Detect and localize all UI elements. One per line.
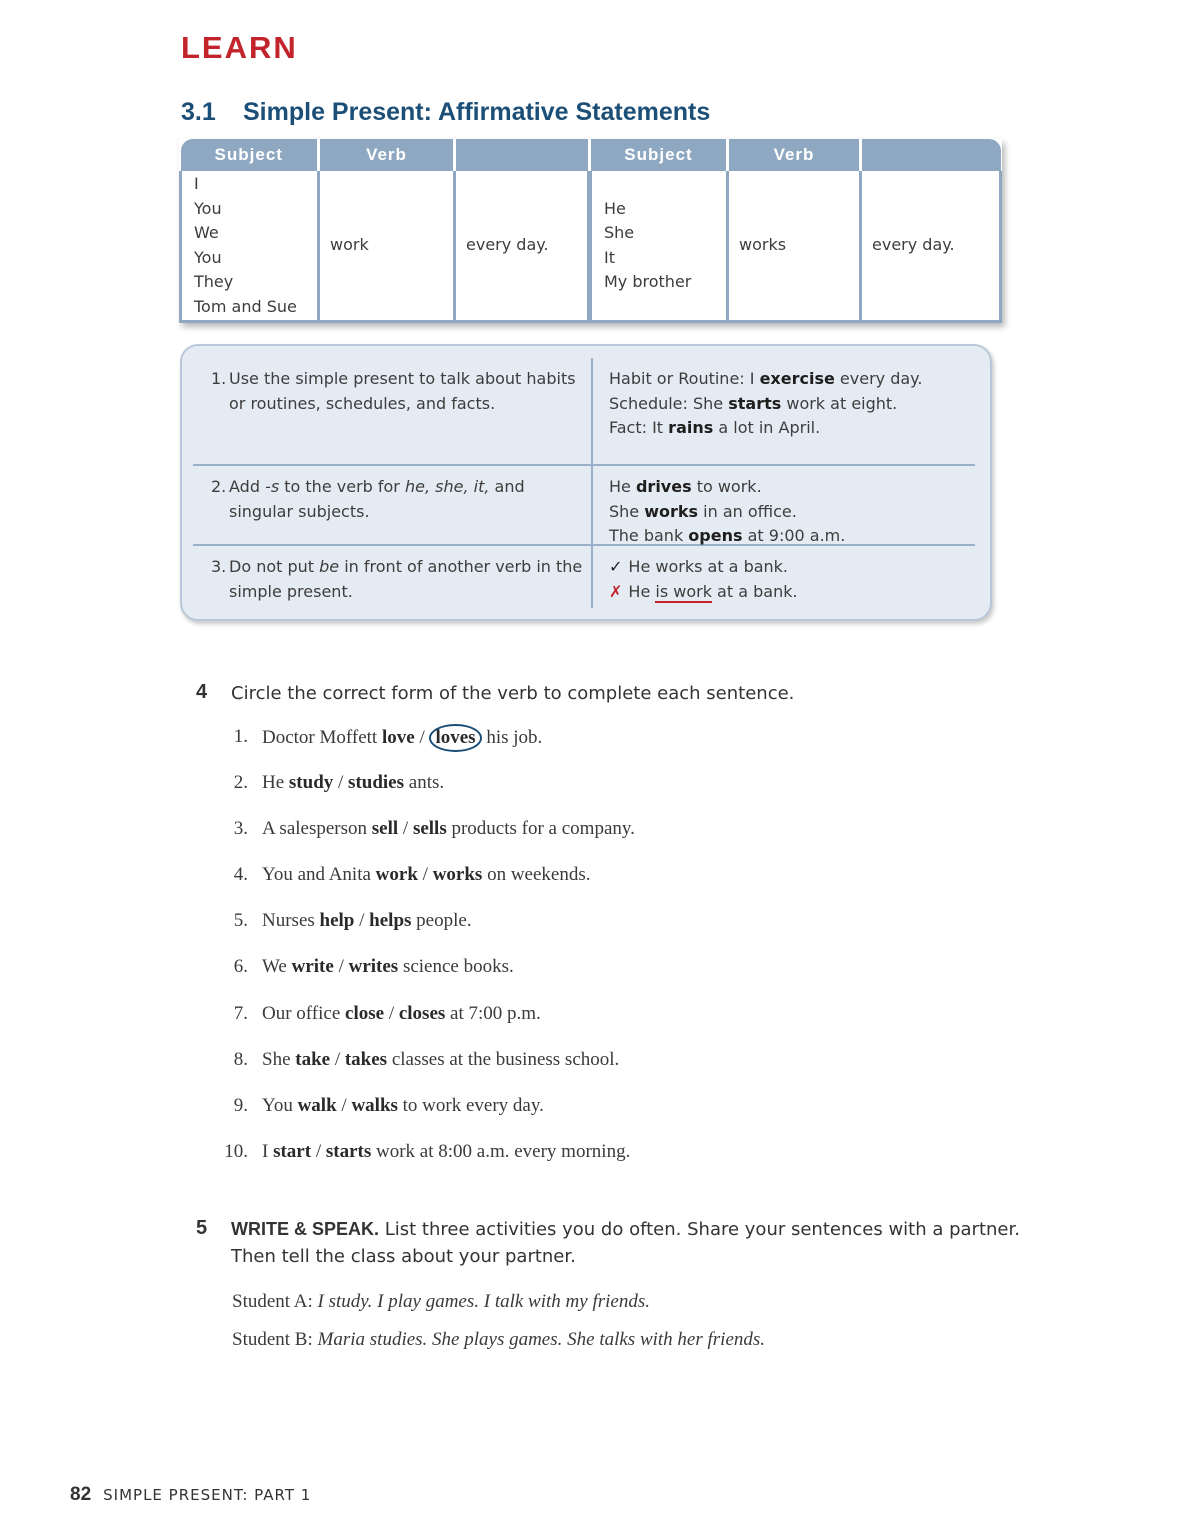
header-blank (455, 139, 590, 171)
exercise-instruction: Circle the correct form of the verb to complete each sentence. (231, 683, 795, 704)
subject: They (194, 272, 234, 291)
option-2[interactable]: works (432, 864, 483, 886)
option-2[interactable]: writes (348, 956, 399, 978)
rule-row-3 (193, 546, 975, 608)
item-sentence: A salesperson sell / sells products for a company. (262, 818, 635, 840)
rule-text (211, 367, 591, 416)
item-sentence: She take / takes classes at the business school. (262, 1048, 620, 1070)
rule-number: 2. (211, 477, 227, 496)
section-label: LEARN (181, 30, 298, 65)
subject: He (604, 198, 626, 218)
option-1[interactable]: write (291, 956, 334, 978)
option-1[interactable]: close (345, 1002, 385, 1024)
rule-text: 3. Do not put be in front of another verb in the simple present. (211, 557, 583, 601)
subjects-singular (590, 171, 728, 322)
option-2[interactable]: takes (344, 1048, 388, 1070)
example: Habit or Routine: I exercise every day. (609, 369, 923, 388)
grammar-chart-row (181, 171, 1001, 322)
item-number: 6. (233, 956, 248, 978)
item-number: 4. (233, 864, 248, 886)
check-icon: ✓ (609, 557, 623, 576)
subject: Tom and Sue (194, 296, 297, 316)
rule-examples (609, 367, 969, 441)
exercise-item (220, 1141, 920, 1187)
option-1[interactable]: start (273, 1140, 312, 1162)
verb-base: work (319, 171, 455, 322)
student-a-line: Student A: I study. I play games. I talk with my friends. (232, 1291, 650, 1312)
item-sentence: I start / starts work at 8:00 a.m. every morning. (262, 1140, 631, 1162)
exercise-instruction: WRITE & SPEAK. List three activities you do often. Share your sentences with a partner. Then tell the class about your partner. (231, 1219, 1020, 1267)
rule-description: Use the simple present to talk about habits or routines, schedules, and facts. (229, 369, 576, 413)
option-1[interactable]: take (295, 1048, 331, 1070)
item-number: 10. (224, 1140, 248, 1162)
header-subject: Subject (181, 139, 319, 171)
option-2[interactable]: loves (429, 724, 481, 752)
rules-box (180, 344, 992, 621)
subject: She (604, 223, 635, 242)
page-number: 82 (70, 1484, 92, 1505)
example: She works in an office. (609, 501, 797, 521)
cross-icon: ✗ (609, 581, 623, 601)
rest-of-sentence: every day. (861, 171, 1001, 322)
grammar-chart-header (181, 139, 1001, 171)
rule-text: 2. Add -s to the verb for he, she, it, and singular subjects. (211, 477, 525, 521)
subject: It (604, 247, 615, 267)
option-1[interactable]: help (319, 910, 355, 932)
exercise-item (220, 1095, 920, 1141)
item-sentence: Nurses help / helps people. (262, 910, 472, 932)
rule-row-1 (193, 358, 975, 466)
exercise-item (220, 726, 920, 772)
page-footer (70, 1484, 311, 1506)
rule-row-2 (193, 466, 975, 546)
option-1[interactable]: study (288, 772, 334, 794)
exercise-item (220, 956, 920, 1002)
item-sentence: Doctor Moffett love / loves his job. (262, 726, 542, 752)
item-number: 3. (233, 818, 248, 840)
exercise-item (220, 1049, 920, 1095)
subjects-plural (181, 171, 319, 322)
rest-of-sentence: every day. (455, 171, 590, 322)
chart-number: 3.1 (181, 98, 216, 126)
item-number: 9. (233, 1094, 248, 1116)
header-verb: Verb (728, 139, 861, 171)
option-2[interactable]: helps (369, 910, 412, 932)
item-number: 1. (233, 726, 248, 747)
subject: My brother (604, 272, 692, 291)
header-blank (861, 139, 1001, 171)
option-2[interactable]: walks (351, 1094, 398, 1116)
exercise-number: 5 (196, 1217, 208, 1239)
subject: I (194, 174, 199, 193)
exercise-label: WRITE & SPEAK. (231, 1219, 380, 1239)
option-1[interactable]: sell (371, 818, 399, 840)
chart-title-text: Simple Present: Affirmative Statements (243, 98, 711, 126)
option-1[interactable]: walk (297, 1094, 337, 1116)
example: Schedule: She starts work at eight. (609, 393, 898, 413)
incorrect-example: ✗ He is work at a bank. (609, 581, 798, 601)
rule-examples (609, 555, 969, 604)
correct-example: ✓ He works at a bank. (609, 557, 789, 576)
subject: You (194, 198, 222, 218)
exercise-item (220, 772, 920, 818)
option-2[interactable]: closes (398, 1002, 446, 1024)
student-b-line: Student B: Maria studies. She plays games. She talks with her friends. (232, 1329, 766, 1350)
item-sentence: Our office close / closes at 7:00 p.m. (262, 1002, 541, 1024)
item-number: 7. (233, 1002, 248, 1024)
example: The bank opens at 9:00 a.m. (609, 526, 846, 545)
item-sentence: You walk / walks to work every day. (262, 1094, 544, 1116)
example: He drives to work. (609, 477, 762, 496)
grammar-chart (179, 139, 1002, 323)
option-2[interactable]: sells (412, 818, 447, 840)
subject: You (194, 247, 222, 267)
option-1[interactable]: work (375, 864, 418, 886)
option-2[interactable]: studies (348, 772, 405, 794)
example: Fact: It rains a lot in April. (609, 418, 821, 437)
item-sentence: He study / studies ants. (262, 772, 445, 794)
header-subject: Subject (590, 139, 728, 171)
item-number: 5. (233, 910, 248, 932)
rule-examples (609, 475, 969, 549)
rule-number: 3. (211, 557, 227, 576)
item-number: 8. (233, 1048, 248, 1070)
exercise-item (220, 818, 920, 864)
item-sentence: We write / writes science books. (262, 956, 514, 978)
option-2[interactable]: starts (325, 1140, 372, 1162)
rule-number: 1. (211, 369, 227, 388)
verb-s: works (728, 171, 861, 322)
exercise-item (220, 1003, 920, 1049)
error-underline: is work (655, 581, 712, 601)
exercise-number: 4 (196, 681, 208, 703)
option-1[interactable]: love (381, 727, 415, 748)
subject: We (194, 223, 219, 242)
exercise-items (220, 726, 920, 1187)
chart-title (181, 98, 710, 127)
item-sentence: You and Anita work / works on weekends. (262, 864, 591, 886)
running-title: SIMPLE PRESENT: PART 1 (103, 1486, 312, 1504)
item-number: 2. (233, 772, 248, 794)
exercise-item (220, 864, 920, 910)
header-verb: Verb (319, 139, 455, 171)
exercise-item (220, 910, 920, 956)
